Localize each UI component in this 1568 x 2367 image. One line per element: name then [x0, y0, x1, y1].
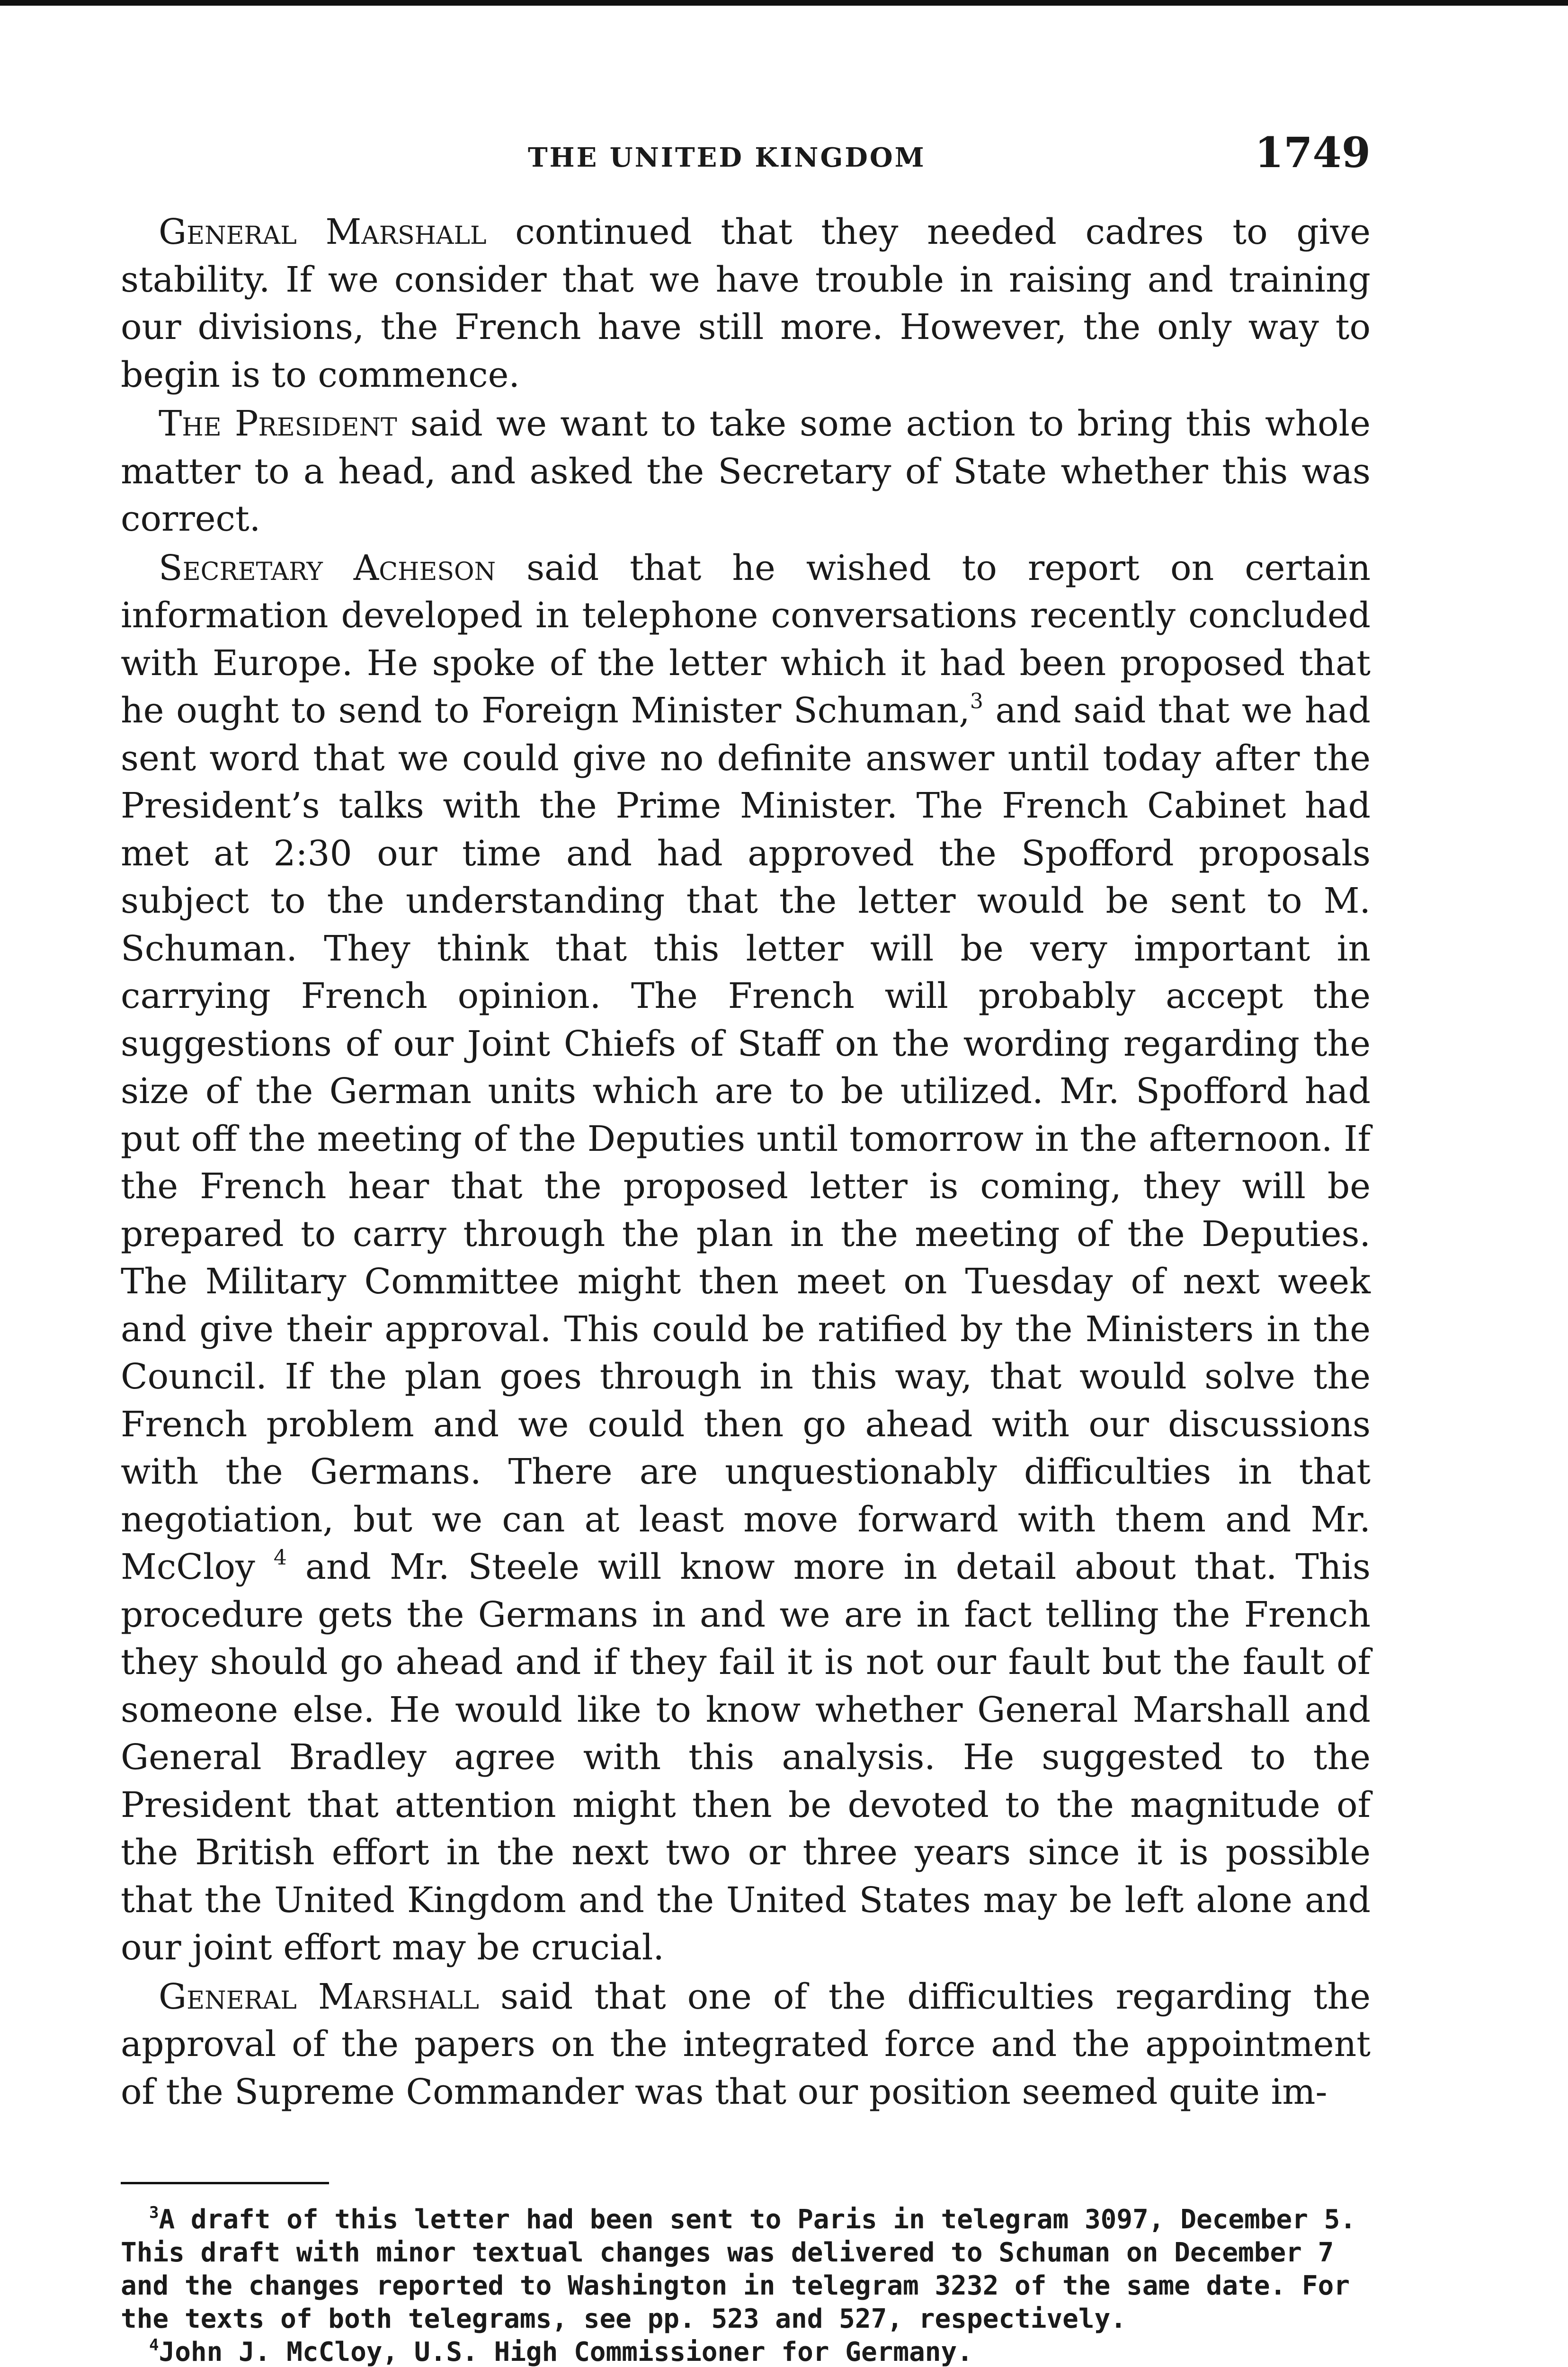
footnote-reference-4: 4	[273, 1546, 287, 1570]
paragraph-text: said we want to take some action to bring this whole matter to a head, and asked the Secretary of State whether this was correct.	[121, 403, 1371, 539]
running-head: THE UNITED KINGDOM	[528, 142, 926, 173]
footnote-4	[121, 2336, 1371, 2367]
speaker-name: General Marshall	[159, 1976, 479, 2017]
paragraph-marshall-cadres	[121, 208, 1371, 399]
page-number: 1749	[1255, 128, 1371, 177]
footnote-divider	[121, 2182, 329, 2184]
paragraph-president-action	[121, 400, 1371, 543]
speaker-name: General Marshall	[159, 212, 487, 252]
paragraph-text: said that one of the difficulties regarding the approval of the papers on the integrated force and the appointment of the Supreme Commander was that our position seemed quite im-	[121, 1976, 1371, 2112]
footnote-3	[121, 2203, 1371, 2336]
paragraph-acheson-report	[121, 544, 1371, 1972]
body-text	[121, 208, 1371, 2116]
footnote-text: John J. McCloy, U.S. High Commissioner for Germany.	[159, 2337, 973, 2367]
footnote-reference-3: 3	[970, 689, 983, 713]
footnote-text: A draft of this letter had been sent to Paris in telegram 3097, December 5. This draft with minor textual changes was delivered to Schuman on December 7 and the changes reported to Washington in telegram 3232 of the same date. For the texts of both telegrams, see pp. 523 and 527, respectively.	[121, 2204, 1356, 2334]
paragraph-text: said that he wished to report on certain information developed in telephone conversations recently concluded with Europe. He spoke of the letter which it had been proposed that he ought to send to Foreign Minister Schuman,	[121, 547, 1371, 731]
paragraph-marshall-difficulties	[121, 1973, 1371, 2116]
paragraph-text: and said that we had sent word that we could give no definite answer until today after the President’s talks with the Prime Minister. The French Cabinet had met at 2:30 our time and had approved the Spofford proposals subject to the understanding that the letter would be sent to M. Schuman. They think that this letter will be very important in carrying French opinion. The French will probably accept the suggestions of our Joint Chiefs of Staff on the wording regarding the size of the German units which are to be utilized. Mr. Spofford had put off the meeting of the Deputies until tomorrow in the afternoon. If the French hear that the proposed letter is coming, they will be prepared to carry through the plan in the meeting of the Deputies. The Military Committee might then meet on Tuesday of next week and give their approval. This could be ratified by the Ministers in the Council. If the plan goes through in this way, that would solve the French problem and we could then go ahead with our discussions with the Germans. There are unquestionably difficulties in that negotiation, but we can at least move forward with them and Mr. McCloy	[121, 690, 1371, 1587]
footnote-marker: 3	[149, 2203, 159, 2222]
top-edge-rule	[0, 0, 1568, 6]
paragraph-text: and Mr. Steele will know more in detail about that. This procedure gets the Germans in and we are in fact telling the French they should go ahead and if they fail it is not our fault but the fault of someone else. He would like to know whether General Marshall and General Bradley agree with this analysis. He suggested to the President that attention might then be devoted to the magnitude of the British effort in the next two or three years since it is possible that the United Kingdom and the United States may be left alone and our joint effort may be crucial.	[121, 1547, 1371, 1968]
speaker-name: Secretary Acheson	[159, 547, 496, 588]
paragraph-text: continued that they needed cadres to give stability. If we consider that we have trouble in raising and training our divisions, the French have still more. However, the only way to begin is to commence.	[121, 212, 1371, 395]
speaker-name: The President	[159, 403, 397, 444]
page-header	[121, 128, 1371, 185]
footnotes	[121, 2203, 1371, 2367]
document-page	[121, 128, 1371, 2367]
footnote-marker: 4	[149, 2336, 159, 2355]
